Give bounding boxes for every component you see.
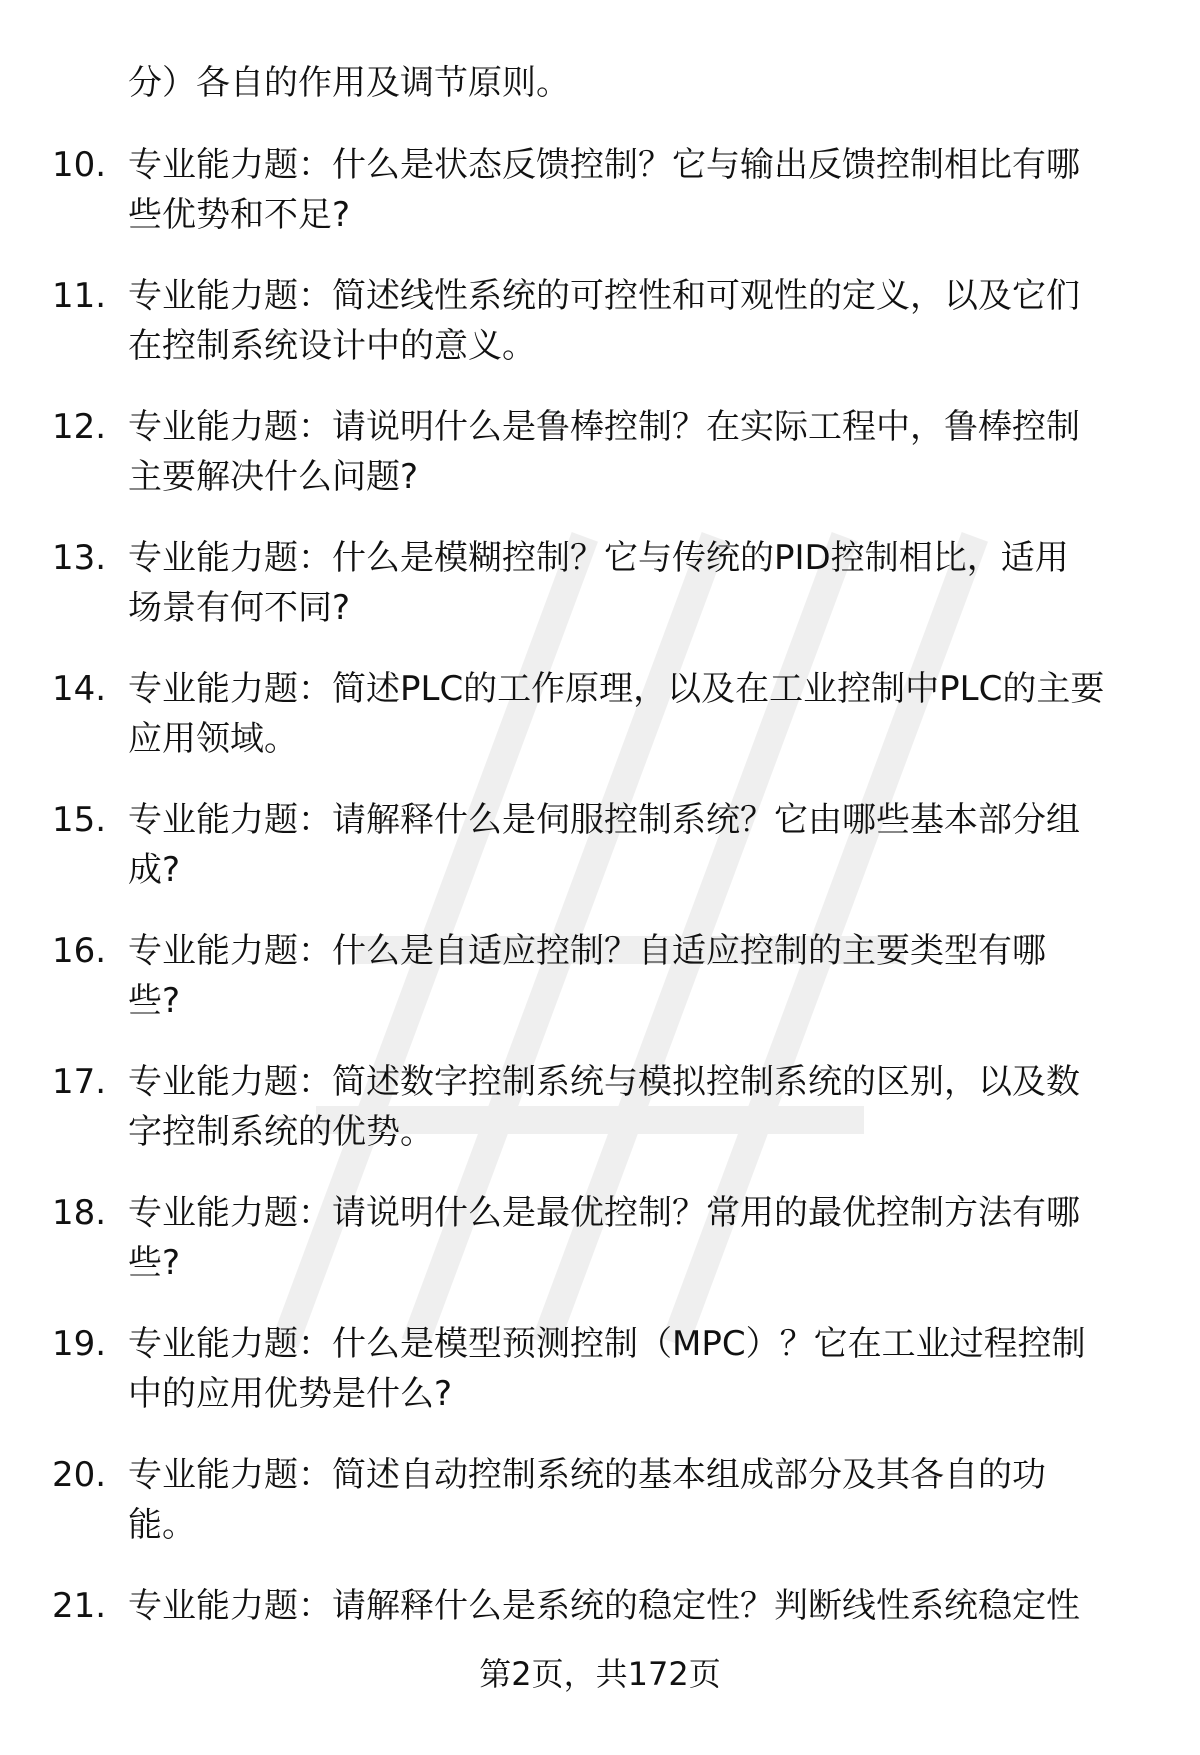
question-line: 主要解决什么问题?: [128, 457, 419, 497]
question-number: 21.: [52, 1586, 107, 1626]
question-text: [128, 1188, 1158, 1288]
question-line: 专业能力题：简述自动控制系统的基本组成部分及其各自的功: [128, 1455, 1046, 1495]
question-number: 16.: [52, 931, 107, 971]
question-number: 18.: [52, 1193, 107, 1233]
question-line: 专业能力题：简述数字控制系统与模拟控制系统的区别，以及数: [128, 1062, 1080, 1102]
question-item: [0, 140, 1200, 271]
question-number: 17.: [52, 1062, 107, 1102]
question-text: [128, 1057, 1158, 1157]
question-item: [0, 1319, 1200, 1450]
question-line: 专业能力题：什么是模糊控制？它与传统的PID控制相比，适用: [128, 538, 1069, 578]
question-text: [128, 1450, 1158, 1550]
question-line: 专业能力题：请解释什么是伺服控制系统？它由哪些基本部分组: [128, 800, 1080, 840]
question-number: 12.: [52, 407, 107, 447]
question-line: 专业能力题：简述PLC的工作原理，以及在工业控制中PLC的主要: [128, 669, 1105, 709]
question-item: [0, 926, 1200, 1057]
question-line: 专业能力题：什么是自适应控制？自适应控制的主要类型有哪: [128, 931, 1046, 971]
question-text: [128, 533, 1158, 633]
question-line: 专业能力题：请说明什么是最优控制？常用的最优控制方法有哪: [128, 1193, 1080, 1233]
question-line: 专业能力题：请说明什么是鲁棒控制？在实际工程中，鲁棒控制: [128, 407, 1080, 447]
question-number: 20.: [52, 1455, 107, 1495]
question-text: [128, 664, 1158, 764]
question-number: 13.: [52, 538, 107, 578]
question-text: [128, 140, 1158, 240]
question-item: [0, 1450, 1200, 1581]
question-line: 专业能力题：什么是模型预测控制（MPC）？它在工业过程控制: [128, 1324, 1086, 1364]
question-number: 19.: [52, 1324, 107, 1364]
question-list: [0, 140, 1200, 1712]
question-text: [128, 926, 1158, 1026]
question-item: [0, 533, 1200, 664]
question-item: [0, 795, 1200, 926]
question-item: [0, 1188, 1200, 1319]
question-line: 专业能力题：什么是状态反馈控制？它与输出反馈控制相比有哪: [128, 145, 1080, 185]
question-line: 中的应用优势是什么?: [128, 1374, 453, 1414]
question-number: 15.: [52, 800, 107, 840]
question-number: 11.: [52, 276, 107, 316]
question-line: 应用领域。: [128, 719, 298, 759]
question-line: 些优势和不足?: [128, 195, 351, 235]
question-item: [0, 402, 1200, 533]
question-line: 场景有何不同?: [128, 588, 351, 628]
question-text: [128, 1319, 1158, 1419]
question-line: 些?: [128, 981, 181, 1021]
page-footer: 第2页，共172页: [479, 1655, 721, 1693]
question-text: [128, 271, 1158, 371]
question-text: [128, 1581, 1158, 1631]
question-line: 字控制系统的优势。: [128, 1112, 434, 1152]
question-line: 成?: [128, 850, 181, 890]
question-item: [0, 271, 1200, 402]
question-line: 专业能力题：简述线性系统的可控性和可观性的定义，以及它们: [128, 276, 1080, 316]
question-number: 14.: [52, 669, 107, 709]
continued-text: 分）各自的作用及调节原则。: [128, 63, 570, 103]
question-line: 些?: [128, 1243, 181, 1283]
question-text: [128, 402, 1158, 502]
question-item: [0, 1057, 1200, 1188]
question-line: 能。: [128, 1505, 196, 1545]
question-text: [128, 795, 1158, 895]
question-item: [0, 664, 1200, 795]
question-line: 专业能力题：请解释什么是系统的稳定性？判断线性系统稳定性: [128, 1586, 1080, 1626]
question-number: 10.: [52, 145, 107, 185]
question-line: 在控制系统设计中的意义。: [128, 326, 536, 366]
